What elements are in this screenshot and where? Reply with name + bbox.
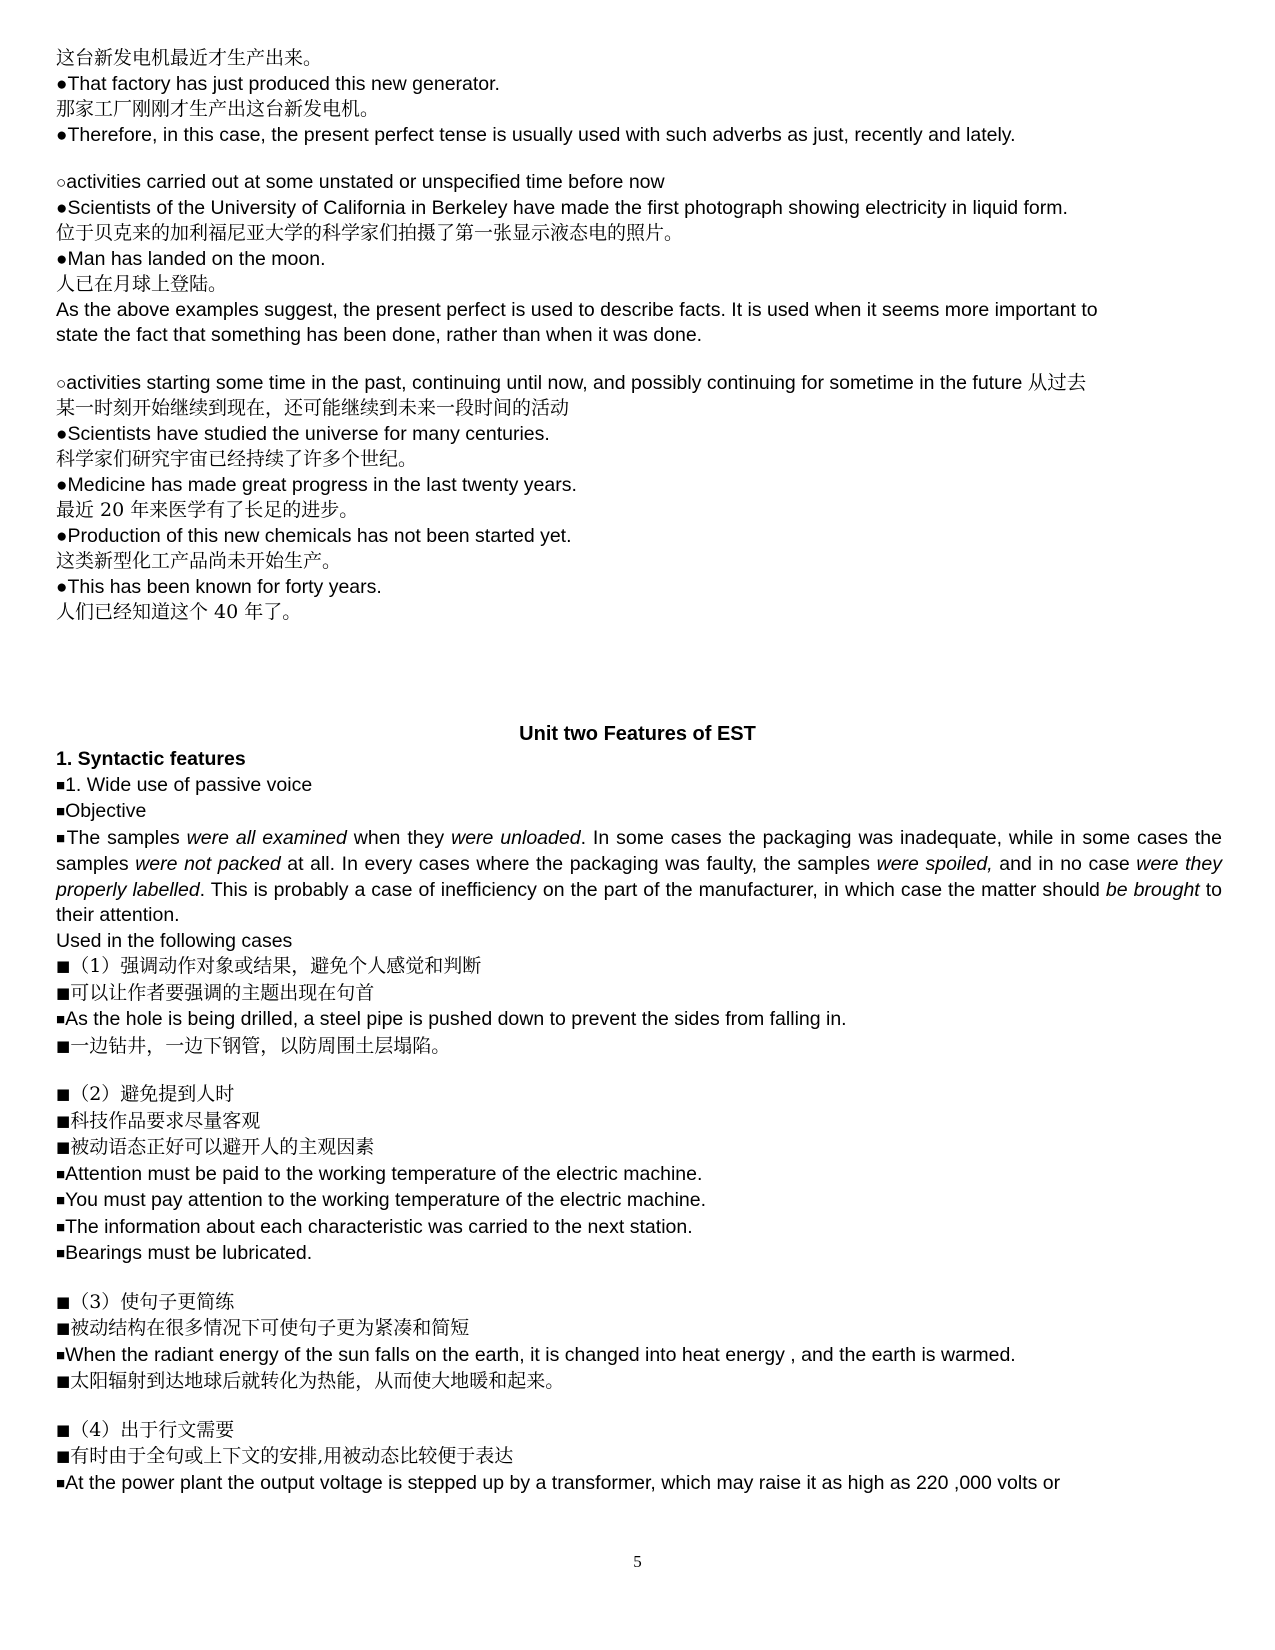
square-item (56, 1034, 1222, 1061)
square-bullet-icon: ■ (56, 1420, 71, 1439)
square-bullet-icon: ■ (56, 1111, 71, 1130)
para-text: . In some cases the packaging was inadequate, while in some cases the samples (56, 826, 1222, 875)
example-en: This has been known for forty years. (67, 575, 382, 598)
ring-item (56, 170, 1222, 196)
section-heading: activities carried out at some unstated or unspecified time before now (66, 171, 665, 193)
bullet-item (56, 72, 1222, 98)
case-title-text: （2）避免提到人时 (70, 1083, 235, 1105)
bullet-item (56, 473, 1222, 499)
square-bullet-icon: ■ (56, 957, 71, 975)
square-item (56, 773, 1222, 800)
circle-outline-icon: ○ (56, 173, 67, 192)
bullet-icon: ● (56, 197, 68, 219)
square-item (56, 1215, 1222, 1242)
bullet-item (56, 123, 1222, 149)
example-en: Scientists have studied the universe for many centuries. (67, 422, 550, 445)
bullet-icon: ● (56, 423, 68, 445)
ring-item (56, 371, 1222, 397)
square-item (56, 1316, 1222, 1343)
bullet-icon: ● (56, 474, 68, 496)
para-text: at all. In every cases where the packaging was faulty, the samples (280, 853, 877, 875)
para-italic: were not packed (135, 853, 281, 875)
item-text: 可以让作者要强调的主题出现在句首 (70, 981, 375, 1004)
para-text: and in no case (992, 853, 1137, 875)
square-bullet-icon: ■ (56, 1036, 71, 1055)
summary-line: As the above examples suggest, the present perfect is used to describe facts. It is used when it seems more important to (56, 298, 1098, 321)
square-bullet-icon: ■ (56, 1165, 66, 1183)
square-item (56, 1369, 1222, 1396)
square-bullet-icon: ■ (56, 1218, 66, 1236)
example-zh: 位于贝克来的加利福尼亚大学的科学家们拍摄了第一张显示液态电的照片。 (56, 222, 684, 244)
item-text: Bearings must be lubricated. (65, 1242, 313, 1264)
circle-outline-icon: ○ (56, 373, 67, 393)
square-bullet-icon: ■ (56, 1192, 66, 1209)
square-bullet-icon: ■ (56, 1474, 66, 1492)
example-en: Scientists of the University of California in Berkeley have made the first photograph showing electricity in liquid form. (67, 196, 1068, 219)
square-item (56, 1007, 1222, 1034)
square-item (56, 1444, 1222, 1471)
item-text: 被动结构在很多情况下可使句子更为紧凑和简短 (70, 1317, 470, 1339)
page-number: 5 (633, 1552, 642, 1571)
item-text: As the hole is being drilled, a steel pipe is pushed down to prevent the sides from falling in. (65, 1008, 847, 1030)
section-heading: activities starting some time in the past, continuing until now, and possibly continuing for sometime in the future 从过去 (66, 371, 1087, 394)
item-text: At the power plant the output voltage is stepped up by a transformer, which may raise it as high as 220 ,000 volts or (65, 1471, 1061, 1494)
item-text: 被动语态正好可以避开人的主观因素 (70, 1136, 375, 1158)
item-text: Attention must be paid to the working temperature of the electric machine. (65, 1162, 703, 1185)
example-paragraph (56, 826, 1222, 929)
item-text: 一边钻井，一边下钢管，以防周围土层塌陷。 (70, 1034, 451, 1057)
para-italic: were they properly labelled (56, 853, 1222, 901)
example-en: That factory has just produced this new generator. (67, 72, 500, 95)
para-italic: were all examined (186, 826, 347, 849)
text-line: 这台新发电机最近才生产出来。 (56, 47, 323, 69)
used-in-line: Used in the following cases (56, 929, 293, 952)
square-item (56, 1188, 1222, 1215)
example-zh: 那家工厂刚刚才生产出这台新发电机。 (56, 98, 380, 120)
item-text: When the radiant energy of the sun falls on the earth, it is changed into heat energy , and the earth is warmed. (65, 1343, 1016, 1366)
bullet-item (56, 524, 1222, 550)
para-italic: were unloaded (451, 826, 581, 849)
para-italic: were spoiled, (876, 853, 993, 875)
bullet-item (56, 247, 1222, 273)
square-bullet-icon: ■ (56, 1372, 71, 1390)
example-en: Production of this new chemicals has not been started yet. (67, 524, 572, 547)
item-text: 科技作品要求尽量客观 (70, 1109, 261, 1132)
square-bullet-icon: ■ (56, 1319, 71, 1337)
example-zh: 科学家们研究宇宙已经持续了许多个世纪。 (56, 448, 418, 470)
unit-title: Unit two Features of EST (519, 722, 756, 745)
para-text: when they (346, 826, 452, 849)
square-bullet-icon: ■ (56, 983, 71, 1002)
bullet-item (56, 422, 1222, 448)
case-title (56, 954, 1222, 981)
example-zh: 人已在月球上登陆。 (56, 273, 228, 295)
square-bullet-icon: ■ (56, 1138, 71, 1156)
para-text: The samples (66, 826, 187, 849)
square-bullet-icon: ■ (56, 1292, 71, 1311)
bullet-icon: ● (56, 124, 68, 146)
example-zh: 人们已经知道这个 40 年了。 (56, 601, 302, 623)
bullet-icon: ● (56, 576, 68, 598)
item-text: You must pay attention to the working temperature of the electric machine. (65, 1189, 707, 1211)
note-text: Therefore, in this case, the present perfect tense is usually used with such adverbs as just, recently and lately. (67, 123, 1016, 146)
square-item (56, 1241, 1222, 1268)
square-item (56, 1135, 1222, 1162)
square-bullet-icon: ■ (56, 1011, 66, 1028)
para-text: to their attention. (56, 878, 1222, 926)
section-heading-cont: 某一时刻开始继续到现在，还可能继续到未来一段时间的活动 (56, 397, 570, 419)
square-item (56, 799, 1222, 826)
case-title (56, 1418, 1222, 1445)
bullet-item (56, 575, 1222, 601)
square-bullet-icon: ■ (56, 803, 66, 820)
subheading: 1. Syntactic features (56, 748, 246, 770)
square-bullet-icon: ■ (56, 829, 67, 847)
example-zh: 最近 20 年来医学有了长足的进步。 (56, 499, 359, 521)
item-text: The information about each characteristic was carried to the next station. (65, 1215, 693, 1238)
para-italic: be brought (1105, 878, 1200, 901)
bullet-icon: ● (56, 248, 68, 270)
square-bullet-icon: ■ (56, 776, 66, 794)
case-title-text: （1）强调动作对象或结果，避免个人感觉和判断 (70, 955, 482, 977)
document-page (56, 46, 1222, 1497)
case-title (56, 1082, 1222, 1109)
case-title-text: （4）出于行文需要 (70, 1418, 235, 1441)
square-bullet-icon: ■ (56, 1085, 71, 1103)
bullet-item (56, 196, 1222, 222)
item-text: 有时由于全句或上下文的安排,用被动态比较便于表达 (70, 1445, 514, 1467)
item-text: 太阳辐射到达地球后就转化为热能，从而使大地暖和起来。 (70, 1370, 565, 1392)
example-en: Man has landed on the moon. (67, 247, 326, 270)
bullet-icon: ● (56, 73, 68, 95)
item-text: Objective (65, 800, 147, 822)
example-en: Medicine has made great progress in the last twenty years. (67, 473, 577, 496)
square-item (56, 1109, 1222, 1136)
square-item (56, 1162, 1222, 1189)
case-title-text: （3）使句子更简练 (70, 1290, 235, 1313)
case-title (56, 1290, 1222, 1317)
square-item (56, 1343, 1222, 1370)
square-item (56, 981, 1222, 1008)
para-text: . This is probably a case of inefficiency on the part of the manufacturer, in which case the matter should (199, 878, 1106, 901)
summary-line: state the fact that something has been done, rather than when it was done. (56, 324, 703, 346)
square-item (56, 1471, 1222, 1498)
example-zh: 这类新型化工产品尚未开始生产。 (56, 550, 342, 572)
bullet-icon: ● (56, 525, 68, 547)
item-text: 1. Wide use of passive voice (65, 773, 313, 796)
square-bullet-icon: ■ (56, 1245, 66, 1262)
square-bullet-icon: ■ (56, 1447, 71, 1465)
square-bullet-icon: ■ (56, 1346, 66, 1364)
